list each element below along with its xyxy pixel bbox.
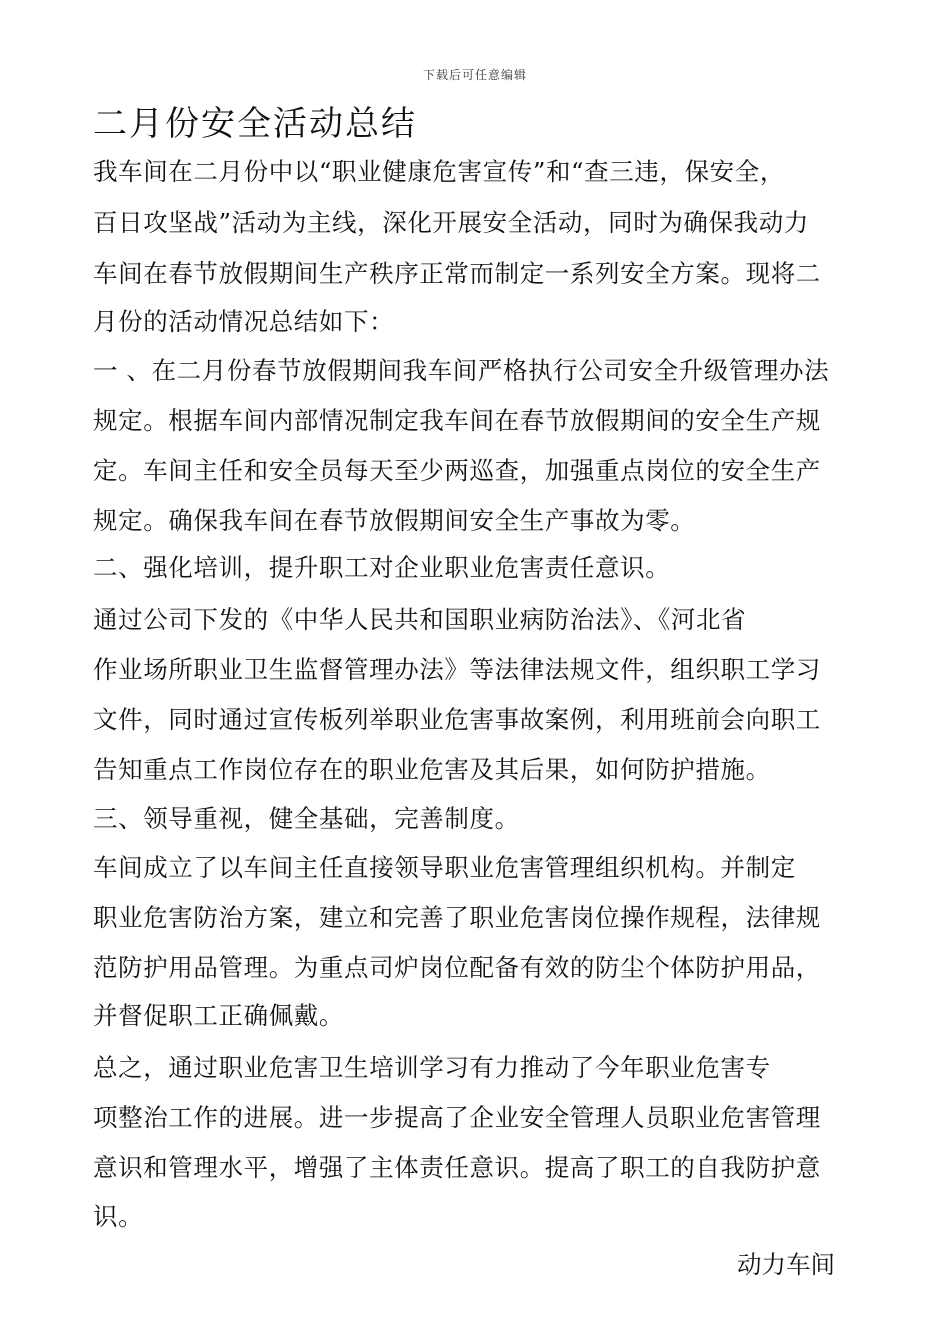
body-line: 文件，同时通过宣传板列举职业危害事故案例，利用班前会向职工	[93, 705, 821, 734]
section-heading: 三、领导重视，健全基础，完善制度。	[93, 804, 520, 833]
body-line: 职业危害防治方案，建立和完善了职业危害岗位操作规程，法律规	[93, 903, 821, 932]
body-line: 车间在春节放假期间生产秩序正常而制定一系列安全方案。现将二	[93, 259, 821, 288]
body-line: 识。	[93, 1202, 144, 1231]
body-line: 意识和管理水平，增强了主体责任意识。提高了职工的自我防护意	[93, 1153, 821, 1182]
body-line: 告知重点工作岗位存在的职业危害及其后果，如何防护措施。	[93, 755, 771, 784]
body-line: 通过公司下发的《中华人民共和国职业病防治法》、《河北省	[93, 605, 747, 634]
body-line: 并督促职工正确佩戴。	[93, 1001, 344, 1030]
body-line: 车间成立了以车间主任直接领导职业危害管理组织机构。并制定	[93, 853, 796, 882]
header-note: 下载后可任意编辑	[422, 68, 527, 82]
body-line: 我车间在二月份中以“职业健康危害宣传”和“查三违，保安全，	[93, 157, 785, 186]
body-line: 项整治工作的进展。进一步提高了企业安全管理人员职业危害管理	[93, 1103, 821, 1132]
body-line: 规定。根据车间内部情况制定我车间在春节放假期间的安全生产规	[93, 406, 821, 435]
body-line: 一 、在二月份春节放假期间我车间严格执行公司安全升级管理办法	[93, 356, 830, 385]
document-title: 二月份安全活动总结	[93, 104, 417, 144]
signature: 动力车间	[737, 1250, 835, 1279]
body-line: 月份的活动情况总结如下：	[93, 307, 395, 336]
body-line: 定。车间主任和安全员每天至少两巡查，加强重点岗位的安全生产	[93, 456, 821, 485]
body-line: 作业场所职业卫生监督管理办法》等法律法规文件，组织职工学习	[93, 655, 821, 684]
body-line: 范防护用品管理。为重点司炉岗位配备有效的防尘个体防护用品，	[93, 953, 821, 982]
body-line: 规定。确保我车间在春节放假期间安全生产事故为零。	[93, 506, 696, 535]
body-line: 总之，通过职业危害卫生培训学习有力推动了今年职业危害专	[93, 1053, 771, 1082]
body-line: 百日攻坚战”活动为主线，深化开展安全活动，同时为确保我动力	[93, 208, 809, 237]
section-heading: 二、强化培训，提升职工对企业职业危害责任意识。	[93, 553, 671, 582]
